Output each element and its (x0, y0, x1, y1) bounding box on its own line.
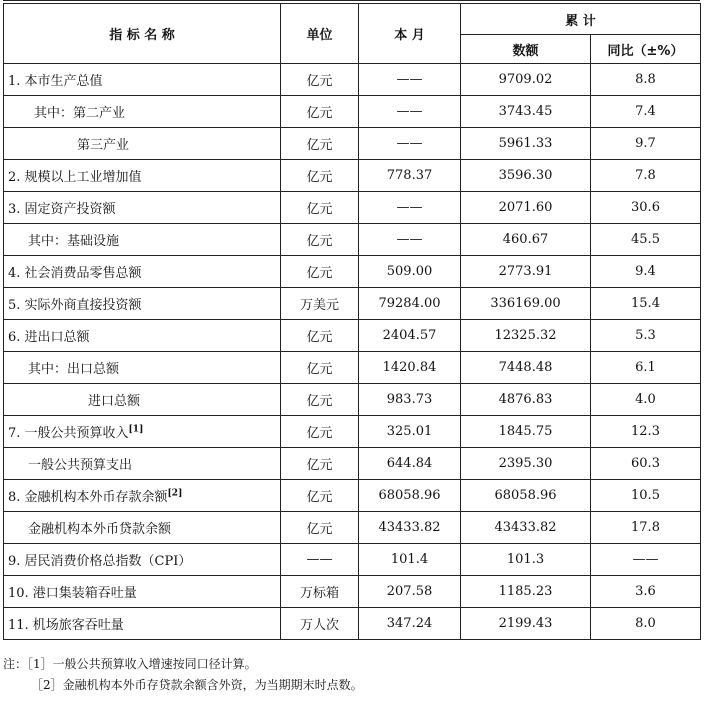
row-amount: 2199.43 (461, 608, 591, 640)
row-yoy: 60.3 (591, 448, 701, 480)
row-name: 3. 固定资产投资额 (4, 192, 281, 224)
row-name: 其中：出口总额 (4, 352, 281, 384)
row-unit: 亿元 (281, 480, 359, 512)
header-month: 本 月 (359, 4, 461, 64)
footnote-marker: [2] (167, 488, 183, 499)
row-unit: 亿元 (281, 64, 359, 96)
row-month: 778.37 (359, 160, 461, 192)
row-unit: 亿元 (281, 224, 359, 256)
row-yoy: 45.5 (591, 224, 701, 256)
table-row (4, 576, 701, 608)
row-name: 金融机构本外币贷款余额 (4, 512, 281, 544)
row-yoy: 4.0 (591, 384, 701, 416)
row-month: 347.24 (359, 608, 461, 640)
table-row (4, 192, 701, 224)
table-row (4, 320, 701, 352)
row-name: 11. 机场旅客吞吐量 (4, 608, 281, 640)
row-unit: 亿元 (281, 384, 359, 416)
row-unit: 亿元 (281, 192, 359, 224)
row-yoy: 8.8 (591, 64, 701, 96)
row-yoy: 10.5 (591, 480, 701, 512)
row-month: —— (359, 224, 461, 256)
table-row (4, 288, 701, 320)
table-row (4, 128, 701, 160)
row-month: 983.73 (359, 384, 461, 416)
table-row (4, 544, 701, 576)
table-row (4, 512, 701, 544)
row-name: 9. 居民消费价格总指数（CPI） (4, 544, 281, 576)
row-yoy: 12.3 (591, 416, 701, 448)
row-name: 6. 进出口总额 (4, 320, 281, 352)
row-month: 68058.96 (359, 480, 461, 512)
footnote-1: 注：［1］一般公共预算收入增速按同口径计算。 (3, 657, 257, 671)
row-amount: 5961.33 (461, 128, 591, 160)
row-name: 其中：基础设施 (4, 224, 281, 256)
row-name: 8. 金融机构本外币存款余额[2] (4, 480, 281, 512)
row-unit: 万人次 (281, 608, 359, 640)
row-amount: 1185.23 (461, 576, 591, 608)
row-unit: 亿元 (281, 96, 359, 128)
row-unit: 亿元 (281, 416, 359, 448)
row-yoy: 15.4 (591, 288, 701, 320)
row-amount: 3596.30 (461, 160, 591, 192)
row-amount: 12325.32 (461, 320, 591, 352)
row-month: 1420.84 (359, 352, 461, 384)
row-yoy: 3.6 (591, 576, 701, 608)
table-row (4, 384, 701, 416)
row-unit: 亿元 (281, 448, 359, 480)
row-yoy: 9.4 (591, 256, 701, 288)
row-yoy: 7.8 (591, 160, 701, 192)
row-amount: 3743.45 (461, 96, 591, 128)
row-yoy: 8.0 (591, 608, 701, 640)
table-row (4, 352, 701, 384)
table-row (4, 224, 701, 256)
row-month: —— (359, 128, 461, 160)
row-amount: 9709.02 (461, 64, 591, 96)
row-yoy: —— (591, 544, 701, 576)
row-month: 509.00 (359, 256, 461, 288)
row-name: 10. 港口集装箱吞吐量 (4, 576, 281, 608)
row-amount: 2071.60 (461, 192, 591, 224)
row-name: 第三产业 (4, 128, 281, 160)
row-name: 4. 社会消费品零售总额 (4, 256, 281, 288)
footnote-2: ［2］金融机构本外币存贷款余额含外资，为当期期末时点数。 (31, 678, 363, 692)
row-unit: —— (281, 544, 359, 576)
header-cumulative: 累 计 (461, 4, 701, 35)
row-amount: 2773.91 (461, 256, 591, 288)
row-amount: 43433.82 (461, 512, 591, 544)
footnote-marker: [1] (128, 424, 144, 435)
table-row (4, 448, 701, 480)
row-amount: 2395.30 (461, 448, 591, 480)
row-unit: 亿元 (281, 352, 359, 384)
row-amount: 336169.00 (461, 288, 591, 320)
row-unit: 万美元 (281, 288, 359, 320)
header-amount: 数额 (461, 35, 591, 64)
table-row (4, 256, 701, 288)
row-month: 325.01 (359, 416, 461, 448)
row-unit: 亿元 (281, 160, 359, 192)
row-amount: 1845.75 (461, 416, 591, 448)
row-month: 43433.82 (359, 512, 461, 544)
row-month: —— (359, 192, 461, 224)
row-month: 207.58 (359, 576, 461, 608)
row-name: 其中：第二产业 (4, 96, 281, 128)
row-month: —— (359, 96, 461, 128)
row-name: 5. 实际外商直接投资额 (4, 288, 281, 320)
footnotes (3, 654, 363, 696)
header-yoy: 同比（±%） (591, 35, 701, 64)
row-yoy: 7.4 (591, 96, 701, 128)
row-name: 进口总额 (4, 384, 281, 416)
table-row (4, 64, 701, 96)
row-month: 101.4 (359, 544, 461, 576)
header-indicator-name: 指 标 名 称 (4, 4, 281, 64)
row-amount: 7448.48 (461, 352, 591, 384)
row-amount: 4876.83 (461, 384, 591, 416)
table-row (4, 96, 701, 128)
row-yoy: 17.8 (591, 512, 701, 544)
row-amount: 460.67 (461, 224, 591, 256)
row-name: 1. 本市生产总值 (4, 64, 281, 96)
table-row (4, 416, 701, 448)
row-amount: 68058.96 (461, 480, 591, 512)
row-yoy: 30.6 (591, 192, 701, 224)
row-amount: 101.3 (461, 544, 591, 576)
row-month: 79284.00 (359, 288, 461, 320)
row-yoy: 6.1 (591, 352, 701, 384)
row-name: 2. 规模以上工业增加值 (4, 160, 281, 192)
row-unit: 亿元 (281, 512, 359, 544)
row-unit: 亿元 (281, 256, 359, 288)
row-unit: 亿元 (281, 128, 359, 160)
row-yoy: 5.3 (591, 320, 701, 352)
row-month: 2404.57 (359, 320, 461, 352)
table-row (4, 480, 701, 512)
statistics-table (3, 3, 701, 640)
row-month: 644.84 (359, 448, 461, 480)
header-unit: 单位 (281, 4, 359, 64)
table-row (4, 608, 701, 640)
row-month: —— (359, 64, 461, 96)
table-row (4, 160, 701, 192)
row-unit: 亿元 (281, 320, 359, 352)
row-name: 7. 一般公共预算收入[1] (4, 416, 281, 448)
row-unit: 万标箱 (281, 576, 359, 608)
row-yoy: 9.7 (591, 128, 701, 160)
row-name: 一般公共预算支出 (4, 448, 281, 480)
